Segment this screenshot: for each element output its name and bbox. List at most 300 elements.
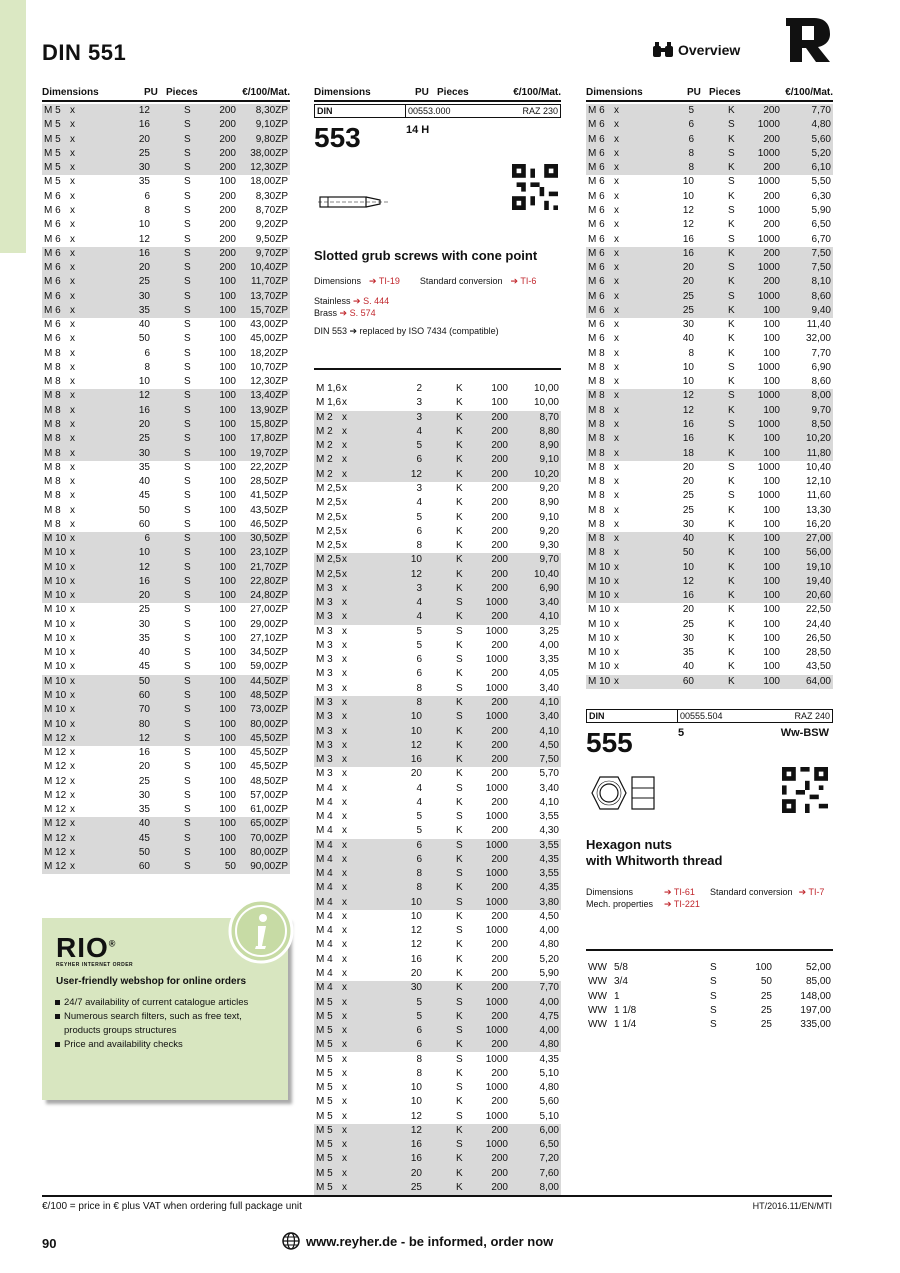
cell-pu: K: [728, 632, 735, 644]
table-row: [42, 318, 290, 332]
cell-length: 5: [416, 625, 422, 637]
table-row: [314, 1181, 561, 1195]
cell-pu: K: [456, 540, 463, 552]
table-row: [314, 1081, 561, 1095]
cell-pieces: 200: [491, 825, 508, 837]
cell-pieces: 200: [491, 482, 508, 494]
cell-times: x: [342, 1067, 347, 1079]
table-row: [314, 1167, 561, 1181]
cell-pu: S: [184, 333, 191, 345]
cell-length: 40: [138, 476, 150, 488]
cell-thread: M 10: [44, 647, 67, 659]
cell-price: 7,70: [788, 104, 833, 118]
cell-times: x: [70, 176, 75, 188]
cell-length: 6: [644, 133, 728, 147]
cell-pieces: 200: [744, 161, 788, 175]
cell-thread: M 4: [316, 968, 333, 980]
cell-thread: M 8: [42, 404, 70, 418]
cell-pu: S: [184, 319, 191, 331]
cell-times: x: [614, 518, 619, 530]
table-row: [314, 582, 561, 596]
cell-times: x: [614, 418, 644, 432]
globe-icon: [282, 1232, 300, 1250]
cell-times: x: [342, 525, 347, 537]
table-row: [314, 953, 561, 967]
cell-length: 5: [372, 995, 456, 1009]
cell-pieces: 200: [200, 104, 244, 118]
table-row: [314, 1110, 561, 1124]
cell-length: 20: [372, 1167, 456, 1181]
cell-pu: S: [184, 775, 191, 787]
cell-price: 8,70ZP: [255, 204, 288, 216]
cell-length: 10: [372, 724, 456, 738]
table-row: [314, 824, 561, 838]
brass-link[interactable]: ➔ S. 574: [339, 308, 376, 318]
cell-price: 6,00: [516, 1124, 561, 1138]
cell-times: x: [342, 953, 347, 965]
cell-times: x: [342, 682, 347, 694]
table-row: [42, 603, 290, 617]
mech-link[interactable]: ➔ TI-221: [664, 898, 700, 909]
cell-times: x: [342, 853, 372, 867]
cell-price: 12,30ZP: [250, 376, 288, 388]
cell-pieces: 100: [763, 504, 780, 516]
hex-nut-drawing-icon: [588, 771, 658, 815]
cell-pieces: 100: [219, 490, 236, 502]
table-row: [42, 660, 290, 674]
cell-times: x: [342, 1138, 372, 1152]
cell-pieces: 200: [491, 910, 508, 922]
cell-pieces: 100: [744, 546, 788, 560]
cell-length: 5: [416, 639, 422, 651]
cell-length: 12: [100, 104, 184, 118]
table-row: [42, 432, 290, 446]
cell-price: 23,10ZP: [244, 546, 290, 560]
article-number: 553: [314, 122, 361, 153]
cell-pieces: 200: [219, 190, 236, 202]
table-row: [586, 660, 833, 674]
cell-pieces: 200: [491, 939, 508, 951]
cell-thread: M 10: [42, 717, 70, 731]
cell-times: x: [614, 589, 644, 603]
table-row: [586, 532, 833, 546]
order-number: 00553.000: [408, 106, 451, 116]
cell-price: 10,70ZP: [250, 361, 288, 373]
cell-times: x: [70, 518, 75, 530]
cell-thread: M 8: [44, 347, 61, 359]
cell-price: 9,70: [516, 553, 561, 567]
cell-times: x: [614, 176, 619, 188]
cell-pieces: 1000: [472, 839, 516, 853]
table-row: [42, 689, 290, 703]
cell-pieces: 100: [200, 404, 244, 418]
cell-length: 6: [372, 853, 456, 867]
cell-pu: K: [728, 219, 735, 231]
conversion-link[interactable]: ➔ TI-6: [510, 276, 537, 286]
table-row: [314, 482, 561, 496]
cell-length: 16: [100, 118, 184, 132]
cell-thread: M 4: [314, 839, 342, 853]
cell-pu: K: [456, 981, 472, 995]
cell-thread: M 4: [316, 925, 333, 937]
cell-pu: S: [728, 461, 735, 473]
cell-pu: K: [728, 319, 735, 331]
thread-type: Ww-BSW: [780, 726, 829, 739]
cell-pu: K: [456, 411, 472, 425]
document-id: HT/2016.11/EN/MTI: [752, 1201, 832, 1211]
cell-pieces: 100: [200, 817, 244, 831]
cell-times: x: [614, 404, 644, 418]
cell-pu: S: [184, 575, 200, 589]
cell-price: 5,70: [539, 768, 559, 780]
cell-pieces: 100: [200, 689, 244, 703]
cell-thread: M 10: [586, 575, 614, 589]
conversion-label: Standard conversion: [419, 276, 503, 286]
cell-pu: S: [728, 490, 735, 502]
cell-thread: M 8: [44, 476, 61, 488]
table-row: [586, 304, 833, 318]
cell-thread: M 4: [314, 867, 342, 881]
cell-times: x: [614, 247, 644, 261]
cell-length: 50: [138, 333, 150, 345]
cell-length: 30: [100, 446, 184, 460]
cell-pu: S: [456, 1024, 472, 1038]
cell-pieces: 100: [763, 333, 780, 345]
article-title-line2: with Whitworth thread: [586, 852, 723, 868]
cell-pu: S: [456, 925, 463, 937]
cell-pieces: 1000: [472, 995, 516, 1009]
cell-thread: M 8: [586, 546, 614, 560]
website-link[interactable]: [282, 1232, 553, 1250]
table-row: [42, 389, 290, 403]
cell-pieces: 100: [200, 546, 244, 560]
rio-logo: [56, 932, 116, 964]
cell-pieces: 100: [219, 176, 236, 188]
cell-length: 4: [372, 610, 456, 624]
cell-price: 5,20: [539, 953, 559, 965]
cell-pu: K: [728, 561, 744, 575]
cell-price: 6,50: [516, 1138, 561, 1152]
table-row: [586, 389, 833, 403]
cell-pu: S: [184, 446, 200, 460]
overview-link[interactable]: [652, 42, 740, 58]
din-bar: [314, 104, 561, 118]
cell-pu: K: [456, 439, 472, 453]
cell-times: x: [342, 511, 347, 523]
table-row: [314, 653, 561, 667]
cell-price: 32,00: [805, 333, 831, 345]
cell-thread: M 6: [588, 190, 605, 202]
cell-pieces: 100: [200, 717, 244, 731]
cell-pieces: 100: [219, 761, 236, 773]
cell-pieces: 200: [744, 275, 788, 289]
cell-pieces: 100: [763, 604, 780, 616]
cell-pu: S: [184, 589, 200, 603]
cell-price: 4,00: [516, 1024, 561, 1038]
cell-length: 30: [682, 632, 694, 644]
cell-length: 6: [144, 347, 150, 359]
cell-pieces: 100: [744, 532, 788, 546]
cell-pieces: 1000: [472, 596, 516, 610]
cell-pieces: 200: [200, 161, 244, 175]
cell-pu: S: [184, 675, 200, 689]
article-number: 555: [586, 726, 633, 758]
brass-label: Brass: [314, 308, 338, 318]
cell-pieces: 200: [200, 133, 244, 147]
cell-thread: M 12: [42, 846, 70, 860]
cell-thread: M 2,5: [314, 567, 342, 581]
cell-pieces: 1000: [744, 147, 788, 161]
cell-price: 7,70: [811, 347, 831, 359]
cell-length: 10: [682, 190, 694, 202]
cell-pu: S: [184, 490, 191, 502]
cell-length: 25: [138, 604, 150, 616]
cell-pu: S: [184, 289, 200, 303]
cell-pieces: 100: [744, 575, 788, 589]
cell-thread: M 10: [42, 532, 70, 546]
cell-price: 45,50ZP: [250, 761, 288, 773]
cell-pieces: 200: [472, 567, 516, 581]
cell-thread: M 12: [42, 732, 70, 746]
cell-length: 25: [372, 1181, 456, 1195]
cell-thread: M 3: [314, 596, 342, 610]
header-pu: PU: [687, 87, 701, 98]
cell-pu: S: [184, 219, 191, 231]
column-header: [314, 86, 561, 102]
cell-price: 11,40: [806, 319, 831, 331]
cell-times: x: [342, 1110, 347, 1122]
cell-thread: M 4: [314, 881, 342, 895]
cell-times: x: [342, 397, 347, 409]
cell-pieces: 100: [219, 476, 236, 488]
cell-price: 8,30ZP: [255, 190, 288, 202]
cell-pieces: 200: [763, 190, 780, 202]
cell-price: 3,35: [539, 654, 559, 666]
cell-times: x: [614, 675, 644, 689]
table-row: [586, 546, 833, 560]
cell-length: 50: [100, 675, 184, 689]
table-row: [42, 832, 290, 846]
stainless-link[interactable]: ➔ S. 444: [353, 296, 390, 306]
qr-code-icon[interactable]: [782, 767, 828, 813]
cell-length: 10: [682, 176, 694, 188]
cell-pu: K: [728, 532, 744, 546]
cell-pieces: 200: [219, 204, 236, 216]
table-row: [586, 218, 833, 232]
table-row: [42, 347, 290, 361]
cell-times: x: [70, 161, 100, 175]
cell-length: 8: [416, 540, 422, 552]
cell-times: x: [70, 860, 100, 874]
cell-pieces: 100: [763, 347, 780, 359]
table-row: [586, 989, 833, 1003]
table-row: [314, 739, 561, 753]
cell-thread: M 6: [42, 261, 70, 275]
cell-times: x: [70, 546, 100, 560]
cell-length: 16: [372, 1138, 456, 1152]
cell-length: 20: [644, 261, 728, 275]
cell-thread: M 2: [314, 453, 342, 467]
cell-times: x: [614, 389, 644, 403]
cell-pu: K: [456, 796, 463, 808]
cell-thread: M 8: [44, 490, 61, 502]
table-row: [586, 446, 833, 460]
cell-thread: M 4: [316, 939, 333, 951]
table-row: [586, 361, 833, 375]
cell-pieces: 100: [219, 775, 236, 787]
cell-price: 6,30: [811, 190, 831, 202]
cell-pu: S: [456, 839, 472, 853]
cell-length: 4: [416, 782, 422, 794]
cell-price: 9,10: [516, 453, 561, 467]
qr-code-icon[interactable]: [512, 164, 558, 210]
cell-pu: S: [184, 476, 191, 488]
cell-length: 12: [644, 575, 728, 589]
cell-pu: K: [456, 497, 463, 509]
cell-times: x: [342, 1082, 347, 1094]
cell-length: 20: [410, 768, 422, 780]
cell-price: 8,80: [516, 425, 561, 439]
conversion-link[interactable]: ➔ TI-7: [798, 886, 825, 897]
cell-thread: M 3: [316, 768, 333, 780]
cell-length: 5: [416, 825, 422, 837]
table-row: [314, 539, 561, 553]
cell-pu: S: [728, 147, 744, 161]
cell-pu: S: [456, 654, 463, 666]
cell-times: x: [70, 389, 100, 403]
column-header: [42, 86, 290, 102]
cell-price: 197,00: [800, 1004, 831, 1016]
cell-pieces: 100: [219, 361, 236, 373]
table-row: [314, 710, 561, 724]
footer-divider: [42, 1195, 832, 1197]
reyher-logo-icon: [784, 16, 832, 64]
dimensions-link[interactable]: ➔ TI-19: [369, 276, 400, 286]
cell-price: 9,20: [539, 482, 559, 494]
cell-times: x: [342, 696, 372, 710]
cell-pieces: 100: [763, 647, 780, 659]
cell-price: 9,80ZP: [244, 133, 290, 147]
cell-length: 10: [682, 376, 694, 388]
cell-price: 8,60: [788, 289, 833, 303]
cell-length: 25: [682, 618, 694, 630]
cell-length: 5: [416, 811, 422, 823]
cell-times: x: [614, 118, 644, 132]
cell-times: x: [70, 604, 75, 616]
cell-pu: K: [456, 1067, 463, 1079]
cell-thread: M 12: [42, 832, 70, 846]
cell-length: 8: [372, 696, 456, 710]
cell-length: 20: [682, 461, 694, 473]
cell-price: 4,80: [788, 118, 833, 132]
table-row: [42, 746, 290, 760]
cell-price: 22,80ZP: [244, 575, 290, 589]
cell-thread: M 6: [44, 319, 61, 331]
cell-times: x: [342, 1152, 372, 1166]
cell-pu: S: [184, 661, 191, 673]
cell-pu: K: [456, 853, 472, 867]
article-title: Slotted grub screws with cone point: [314, 248, 538, 263]
website-text: www.reyher.de - be informed, order now: [306, 1233, 554, 1249]
cell-price: 9,70ZP: [244, 247, 290, 261]
cell-pieces: 100: [219, 333, 236, 345]
cell-pu: S: [728, 261, 744, 275]
cell-thread: M 5: [314, 1010, 342, 1024]
cell-pieces: 1000: [472, 867, 516, 881]
cell-thread: M 5: [42, 161, 70, 175]
table-row: [314, 853, 561, 867]
table-row: [586, 1018, 833, 1032]
cell-pu: S: [184, 389, 200, 403]
cell-price: 9,70: [788, 404, 833, 418]
cell-pieces: 200: [472, 439, 516, 453]
table-row: [314, 439, 561, 453]
cell-pieces: 100: [200, 589, 244, 603]
cell-pu: S: [456, 1082, 463, 1094]
cell-pu: S: [184, 190, 191, 202]
cell-price: 5,60: [788, 133, 833, 147]
cell-length: 16: [644, 432, 728, 446]
cell-length: 20: [682, 604, 694, 616]
table-row: [42, 532, 290, 546]
cell-thread: M 8: [44, 461, 61, 473]
cell-length: 25: [138, 775, 150, 787]
cell-pieces: 200: [472, 1181, 516, 1195]
cell-thread: M 3: [316, 668, 333, 680]
cell-length: 6: [416, 654, 422, 666]
cell-pu: K: [728, 104, 744, 118]
cell-price: 28,50ZP: [250, 476, 288, 488]
cell-thread: M 6: [588, 319, 605, 331]
cell-pieces: 200: [472, 853, 516, 867]
cell-price: 9,10ZP: [244, 118, 290, 132]
cell-times: x: [614, 504, 619, 516]
cell-pu: K: [456, 753, 472, 767]
cell-times: x: [342, 1096, 347, 1108]
cell-price: 4,00: [539, 925, 559, 937]
cell-size: 3/4: [614, 976, 628, 988]
cell-times: x: [614, 647, 619, 659]
cell-length: 16: [372, 753, 456, 767]
cell-thread: M 6: [42, 304, 70, 318]
cell-times: x: [342, 596, 372, 610]
cell-price: 73,00ZP: [244, 703, 290, 717]
table-row: [314, 567, 561, 581]
cell-times: x: [342, 1053, 347, 1065]
cell-pu: K: [728, 347, 735, 359]
cell-times: x: [614, 147, 644, 161]
table-row: [314, 881, 561, 895]
cell-thread: M 5: [316, 1110, 333, 1122]
cell-times: x: [342, 939, 347, 951]
brass-ref: [314, 308, 376, 319]
cell-pieces: 100: [744, 446, 788, 460]
dimensions-label: Dimensions: [314, 276, 362, 286]
dimensions-link[interactable]: ➔ TI-61: [664, 886, 695, 897]
cell-thread: M 8: [44, 504, 61, 516]
cell-pieces: 200: [491, 796, 508, 808]
cell-pieces: 100: [763, 476, 780, 488]
cell-thread: M 8: [586, 446, 614, 460]
cell-times: x: [614, 432, 644, 446]
cell-length: 35: [138, 176, 150, 188]
cell-pieces: 1000: [757, 233, 780, 245]
cell-pieces: 200: [744, 104, 788, 118]
cell-pieces: 100: [219, 661, 236, 673]
cell-pieces: 100: [763, 376, 780, 388]
cell-thread: M 10: [42, 675, 70, 689]
cell-price: 6,70: [811, 233, 831, 245]
